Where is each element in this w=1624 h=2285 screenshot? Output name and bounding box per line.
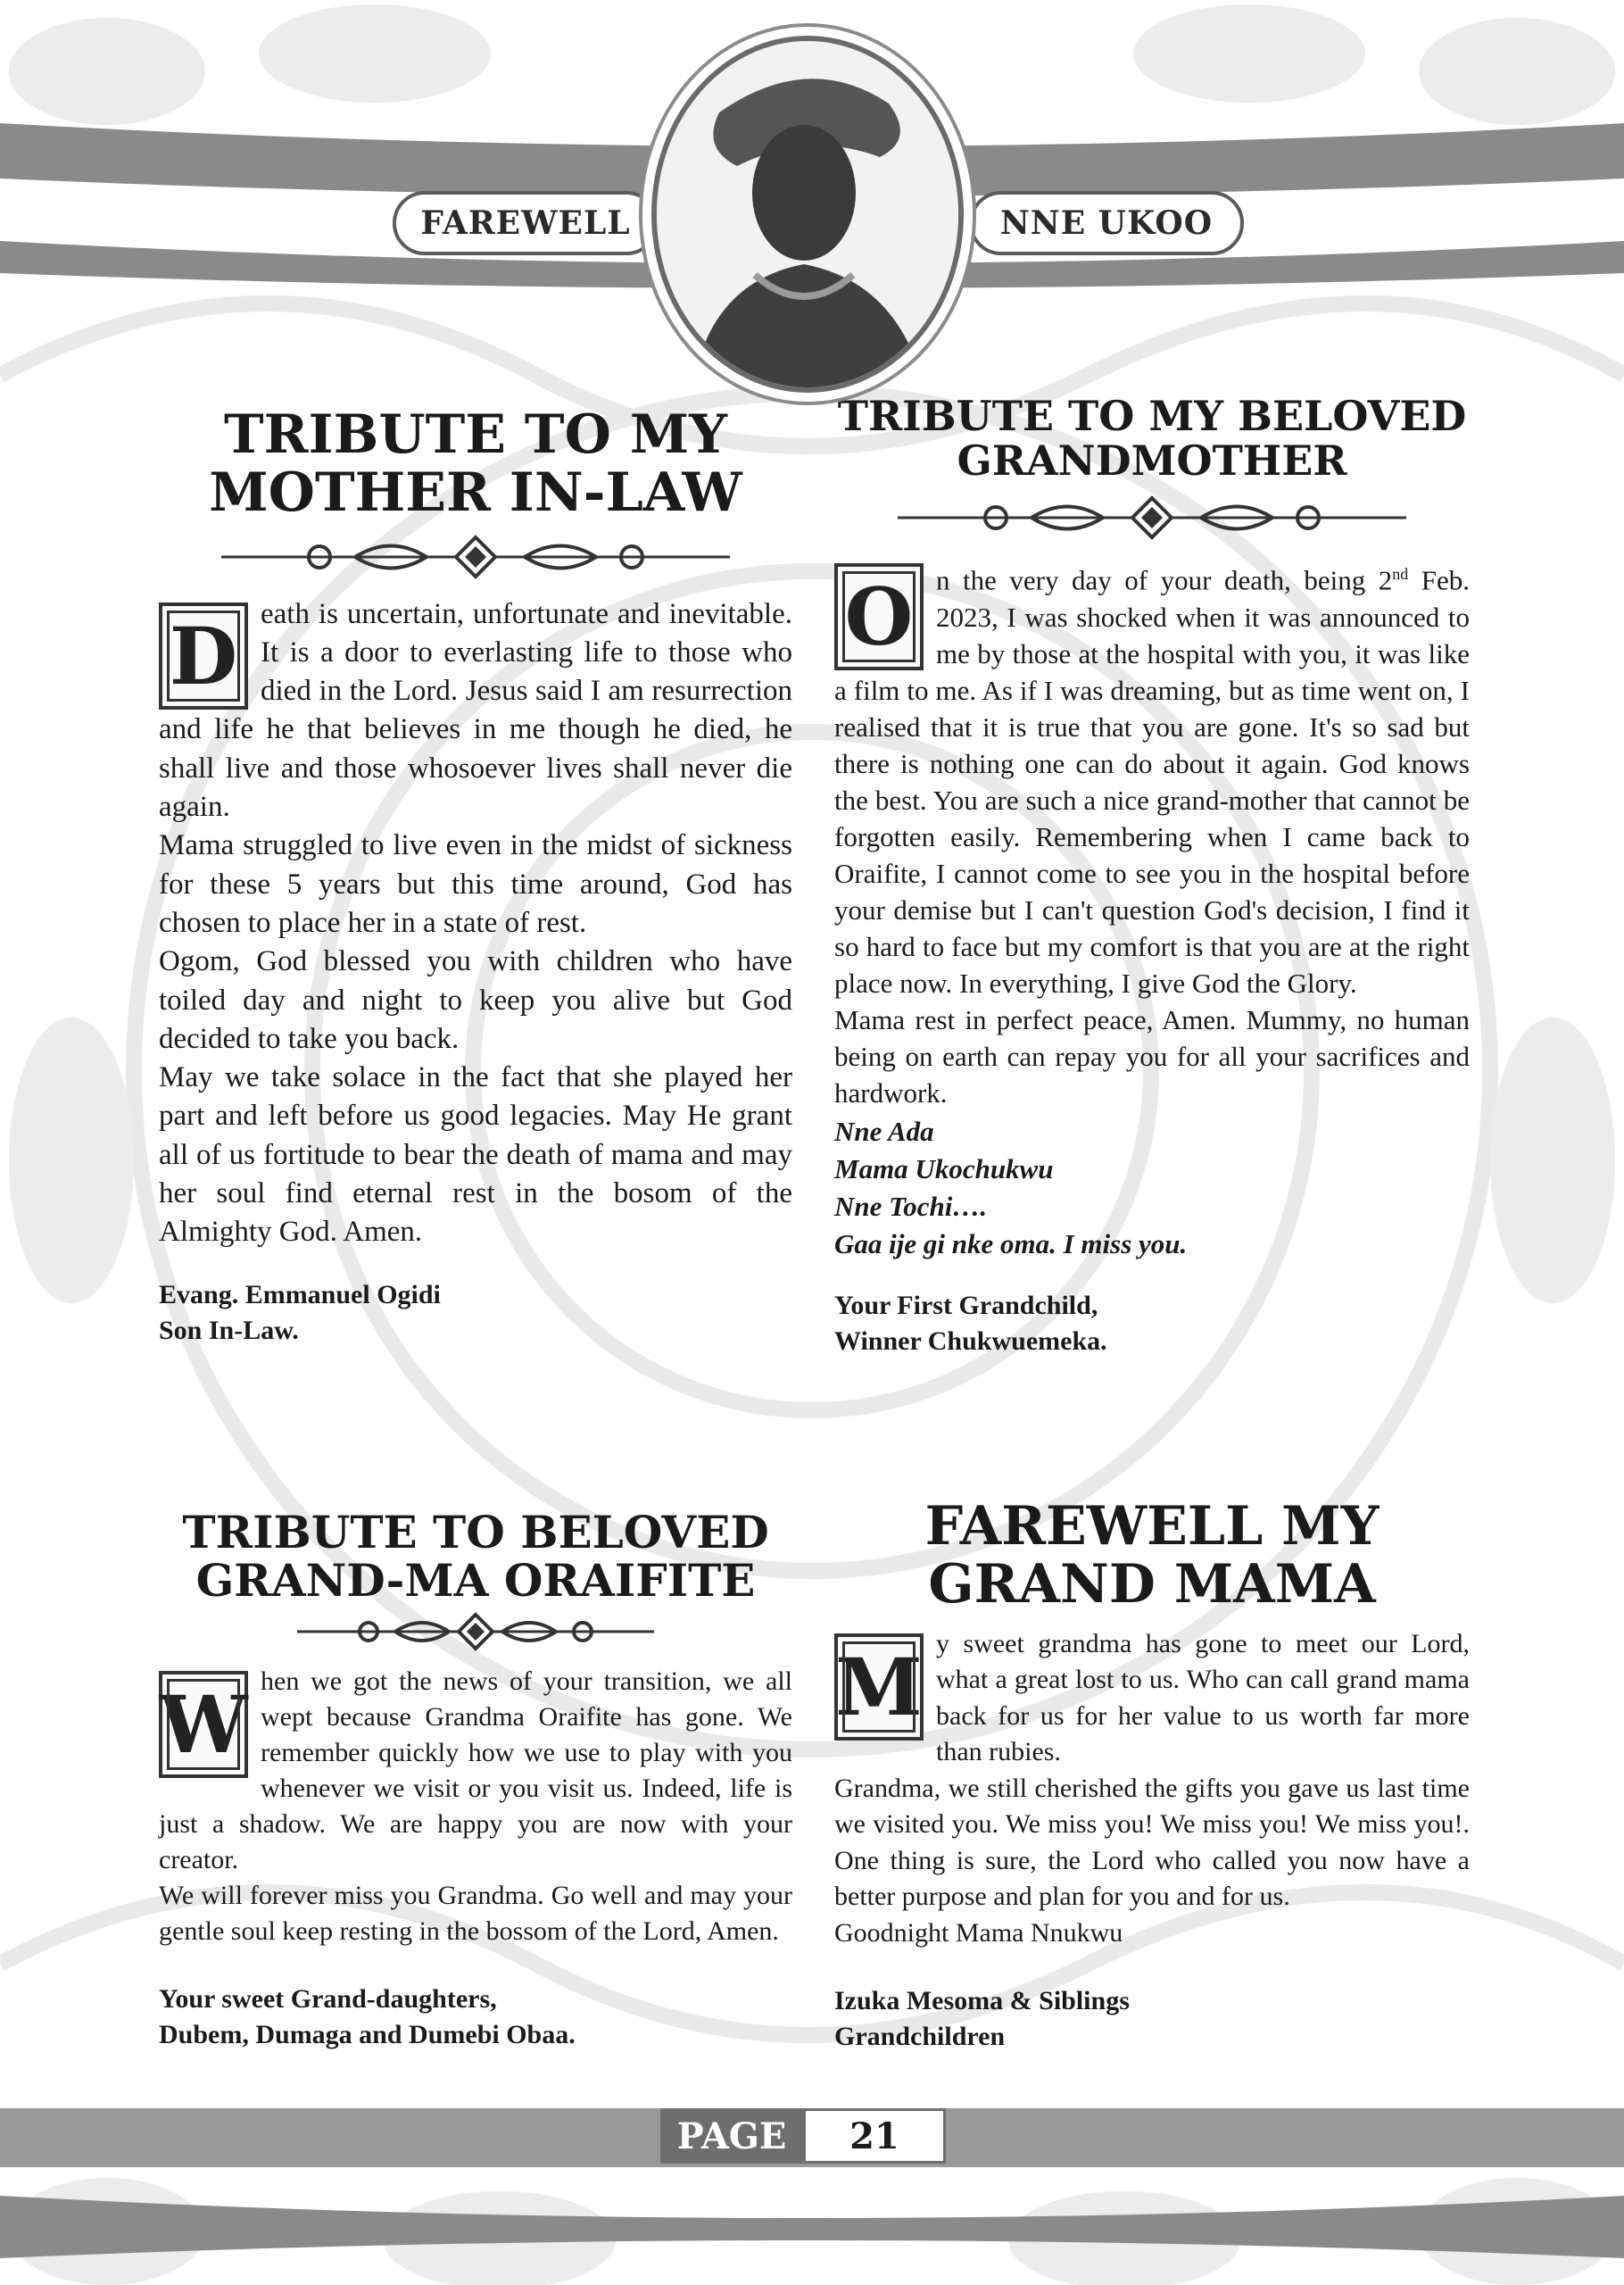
title-line-1: TRIBUTE TO MY bbox=[224, 403, 727, 466]
signature-name: Your First Grandchild, bbox=[834, 1290, 1098, 1320]
page-number-block bbox=[660, 2108, 946, 2164]
tribute-body bbox=[159, 1664, 792, 1949]
paragraph: Ogom, God blessed you with children who have toiled day and night to keep you alive but God decided to take you back. bbox=[159, 945, 792, 1055]
drop-cap: W bbox=[159, 1671, 248, 1778]
title-line-2: MOTHER IN-LAW bbox=[209, 461, 742, 524]
title-line-1: TRIBUTE TO MY BELOVED bbox=[837, 392, 1467, 440]
ornament-divider bbox=[297, 1612, 654, 1651]
title-line-1: TRIBUTE TO BELOVED bbox=[182, 1506, 769, 1558]
portrait-illustration bbox=[657, 41, 958, 387]
tribute-title bbox=[834, 1495, 1470, 1616]
italic-line: Mama Ukochukwu bbox=[834, 1152, 1054, 1184]
paragraph: n the very day of your death, being 2nd Feb. 2023, I was shocked when it was announced to me by those at the hospital with you, it was like a film to me. As if I was dreaming, but as time went on, I realised that it is true that you are gone. It's so sad but there is nothing one can do about it again. God knows the best. You are such a nice grand-mother that cannot be forgotten easily. Remembering when I came back to Oraifite, I cannot come to see you in the hospital before your demise but I can't question God's decision, I find it so hard to face but my comfort is that you are at the right place now. In everything, I give God the Glory. bbox=[834, 564, 1470, 999]
tribute-body bbox=[834, 556, 1470, 1110]
italic-lines bbox=[834, 1113, 1470, 1263]
tribute-title bbox=[159, 403, 792, 524]
tribute-grandma-oraifite bbox=[159, 1508, 792, 2053]
tribute-farewell-grand-mama bbox=[834, 1495, 1470, 2055]
title-line-2: GRANDMOTHER bbox=[957, 436, 1347, 485]
portrait-photo bbox=[651, 36, 964, 393]
tribute-title bbox=[834, 392, 1470, 485]
tribute-grandmother bbox=[834, 392, 1470, 1359]
paragraph: Grandma, we still cherished the gifts you gave us last time we visited you. We miss you! We miss you! We miss you!. One thing is sure, the Lord who called you now have a better purpose and plan for you and for us. bbox=[834, 1773, 1470, 1912]
signature-relation: Grandchildren bbox=[834, 2022, 1006, 2052]
ornament-divider bbox=[898, 495, 1406, 540]
page-label: PAGE bbox=[660, 2108, 803, 2164]
paragraph: May we take solace in the fact that she played her part and left before us good legacies. May He grant all of us fortitude to bear the death of mama and may her soul find eternal rest in the bosom of the Almighty God. Amen. bbox=[159, 1061, 792, 1249]
drop-cap: M bbox=[834, 1633, 924, 1741]
ornament-divider bbox=[221, 535, 730, 579]
nne-ukoo-label bbox=[969, 191, 1244, 255]
drop-cap: O bbox=[834, 563, 924, 670]
signature bbox=[834, 1983, 1470, 2055]
tribute-body bbox=[834, 1626, 1470, 1952]
paragraph: Mama struggled to live even in the midst of sickness for these 5 years but this time around, God has chosen to place her in a state of rest. bbox=[159, 829, 792, 939]
signature bbox=[159, 1277, 792, 1349]
signature-relation: Dubem, Dumaga and Dumebi Obaa. bbox=[159, 2020, 576, 2049]
paragraph: Goodnight Mama Nnukwu bbox=[834, 1917, 1123, 1948]
tribute-mother-in-law bbox=[159, 403, 792, 1349]
signature-name: Your sweet Grand-daughters, bbox=[159, 1984, 497, 2014]
farewell-label-text: FAREWELL bbox=[420, 204, 631, 242]
signature-name: Evang. Emmanuel Ogidi bbox=[159, 1279, 441, 1309]
title-line-2: GRAND MAMA bbox=[928, 1552, 1376, 1616]
signature-relation: Winner Chukwuemeka. bbox=[834, 1325, 1107, 1356]
paragraph: We will forever miss you Grandma. Go well and may your gentle soul keep resting in the bossom of the Lord, Amen. bbox=[159, 1881, 792, 1946]
drop-cap: D bbox=[159, 602, 248, 710]
title-line-2: GRAND-MA ORAIFITE bbox=[195, 1554, 756, 1607]
signature bbox=[159, 1982, 792, 2053]
nne-ukoo-label-text: NNE UKOO bbox=[999, 204, 1214, 242]
paragraph: Mama rest in perfect peace, Amen. Mummy, no human being on earth can repay you for all your sacrifices and hardwork. bbox=[834, 1003, 1470, 1109]
signature-name: Izuka Mesoma & Siblings bbox=[834, 1986, 1130, 2016]
farewell-label bbox=[393, 191, 659, 255]
paragraph: hen we got the news of your transition, we all wept because Grandma Oraifite has gone. We remember quickly how we use to play with you whenever we visit or you visit us. Indeed, life is just a shadow. We are happy you are now with your creator. bbox=[159, 1666, 792, 1874]
tribute-body bbox=[159, 595, 792, 1252]
italic-line: Nne Ada bbox=[834, 1115, 934, 1147]
tribute-title bbox=[159, 1508, 792, 1605]
paragraph: eath is uncertain, unfortunate and inevitable. It is a door to everlasting life to those who died in the Lord. Jesus said I am resurrection and life he that believes in me though he died, he shall live and those whosoever lives shall never die again. bbox=[159, 597, 792, 824]
italic-line: Nne Tochi…. bbox=[834, 1190, 988, 1222]
title-line-1: FAREWELL MY bbox=[924, 1495, 1380, 1558]
page-number: 21 bbox=[803, 2108, 946, 2164]
signature-relation: Son In-Law. bbox=[159, 1315, 299, 1345]
signature bbox=[834, 1288, 1470, 1359]
paragraph: y sweet grandma has gone to meet our Lord, what a great lost to us. Who can call grand mama back for us for her value to us worth far more than rubies. bbox=[936, 1628, 1470, 1767]
italic-line: Gaa ije gi nke oma. I miss you. bbox=[834, 1227, 1188, 1259]
